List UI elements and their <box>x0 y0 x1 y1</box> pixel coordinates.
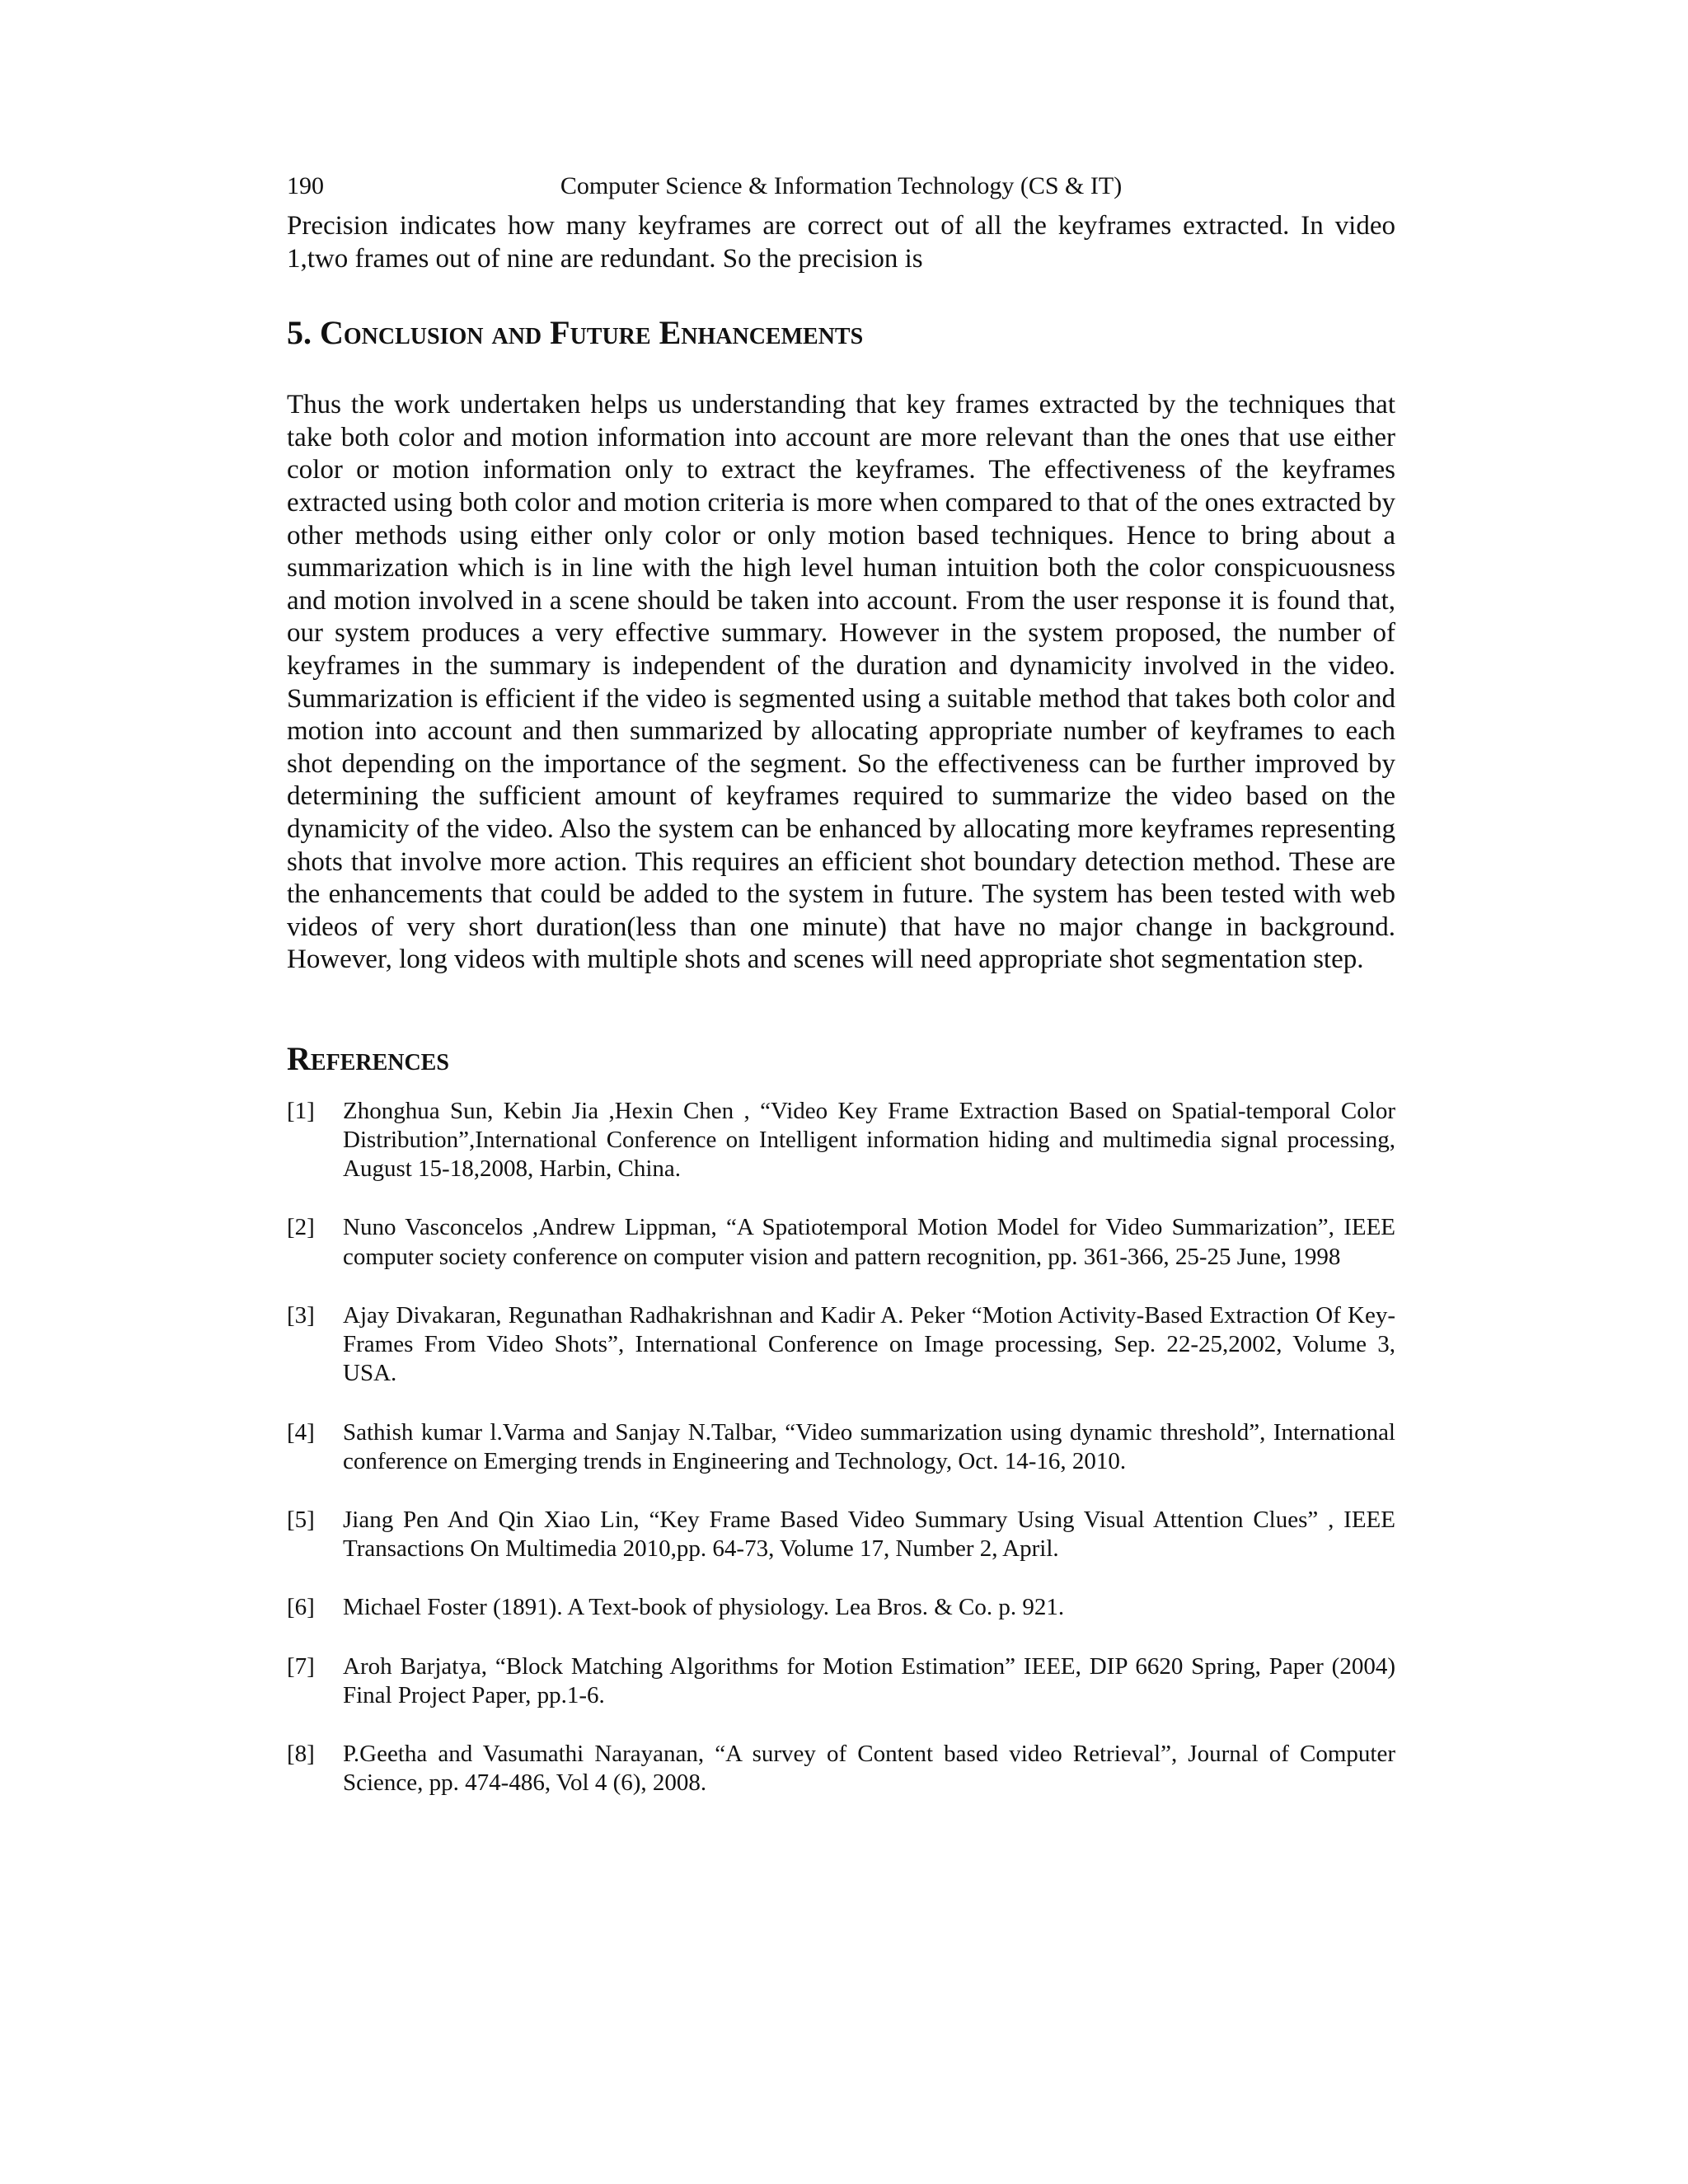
reference-number: [1] <box>287 1097 315 1124</box>
reference-item-7 <box>287 1652 1395 1710</box>
reference-text: Nuno Vasconcelos ,Andrew Lippman, “A Spatiotemporal Motion Model for Video Summarization”, IEEE computer society conference on computer vision and pattern recognition, pp. 361-366, 25-25 June, 1998 <box>343 1214 1395 1270</box>
reference-text: P.Geetha and Vasumathi Narayanan, “A survey of Content based video Retrieval”, Journal of Computer Science, pp. 474-486, Vol 4 (6), 2008. <box>343 1740 1395 1797</box>
reference-number: [7] <box>287 1652 315 1680</box>
reference-text: Jiang Pen And Qin Xiao Lin, “Key Frame Based Video Summary Using Visual Attention Clues” , IEEE Transactions On Multimedia 2010,pp. 64-73, Volume 17, Number 2, April. <box>343 1506 1395 1563</box>
reference-text: Zhonghua Sun, Kebin Jia ,Hexin Chen , “Video Key Frame Extraction Based on Spatial-temporal Color Distribution”,International Conference on Intelligent information hiding and multimedia signal processing, August 15-18,2008, Harbin, China. <box>343 1097 1395 1183</box>
reference-number: [6] <box>287 1594 315 1621</box>
references-heading <box>287 1039 1395 1079</box>
reference-item-1 <box>287 1097 1395 1184</box>
journal-title: Computer Science & Information Technology (CS & IT) <box>560 172 1123 199</box>
reference-list <box>287 1097 1395 1797</box>
conclusion-paragraph: Thus the work undertaken helps us understanding that key frames extracted by the techniques that take both color and motion information into account are more relevant than the ones that use either color or motion information only to extract the keyframes. The effectiveness of the keyframes extracted using both color and motion criteria is more when compared to that of the ones extracted by other methods using either only color or only motion based techniques. Hence to bring about a summarization which is in line with the high level human intuition both the color conspicuousness and motion involved in a scene should be taken into account. From the user response it is found that, our system produces a very effective summary. However in the system proposed, the number of keyframes in the summary is independent of the duration and dynamicity involved in the video. Summarization is efficient if the video is segmented using a suitable method that takes both color and motion into account and then summarized by allocating appropriate number of keyframes to each shot depending on the importance of the segment. So the effectiveness can be further improved by determining the sufficient amount of keyframes required to summarize the video based on the dynamicity of the video. Also the system can be enhanced by allocating more keyframes representing shots that involve more action. This requires an efficient shot boundary detection method. These are the enhancements that could be added to the system in future. The system has been tested with web videos of very short duration(less than one minute) that have no major change in background. However, long videos with multiple shots and scenes will need appropriate shot segmentation step. <box>287 390 1395 975</box>
reference-number: [5] <box>287 1506 315 1533</box>
reference-item-4 <box>287 1418 1395 1476</box>
reference-text: Ajay Divakaran, Regunathan Radhakrishnan and Kadir A. Peker “Motion Activity-Based Extraction Of Key-Frames From Video Shots”, International Conference on Image processing, Sep. 22-25,2002, Volume 3, USA. <box>343 1301 1395 1387</box>
conclusion-heading <box>287 313 1395 353</box>
running-header <box>287 165 1395 208</box>
reference-item-6 <box>287 1593 1395 1622</box>
references-heading-text: References <box>287 1039 449 1077</box>
reference-item-8 <box>287 1740 1395 1797</box>
reference-text: Sathish kumar l.Varma and Sanjay N.Talbar, “Video summarization using dynamic threshold”, International conference on Emerging trends in Engineering and Technology, Oct. 14-16, 2010. <box>343 1418 1395 1474</box>
reference-item-5 <box>287 1506 1395 1563</box>
page-content <box>287 165 1395 1827</box>
reference-item-2 <box>287 1213 1395 1271</box>
reference-number: [8] <box>287 1740 315 1767</box>
reference-text: Michael Foster (1891). A Text-book of physiology. Lea Bros. & Co. p. 921. <box>343 1594 1065 1621</box>
page-number: 190 <box>287 172 324 199</box>
conclusion-heading-text: Conclusion and Future Enhancements <box>320 314 864 352</box>
reference-number: [2] <box>287 1214 315 1241</box>
precision-paragraph: Precision indicates how many keyframes are correct out of all the keyframes extracted. In video 1,two frames out of nine are redundant. So the precision is <box>287 211 1395 274</box>
reference-number: [4] <box>287 1418 315 1446</box>
conclusion-heading-number: 5. <box>287 314 320 352</box>
reference-text: Aroh Barjatya, “Block Matching Algorithms for Motion Estimation” IEEE, DIP 6620 Spring, Paper (2004) Final Project Paper, pp.1-6. <box>343 1652 1395 1708</box>
reference-number: [3] <box>287 1301 315 1329</box>
reference-item-3 <box>287 1301 1395 1389</box>
